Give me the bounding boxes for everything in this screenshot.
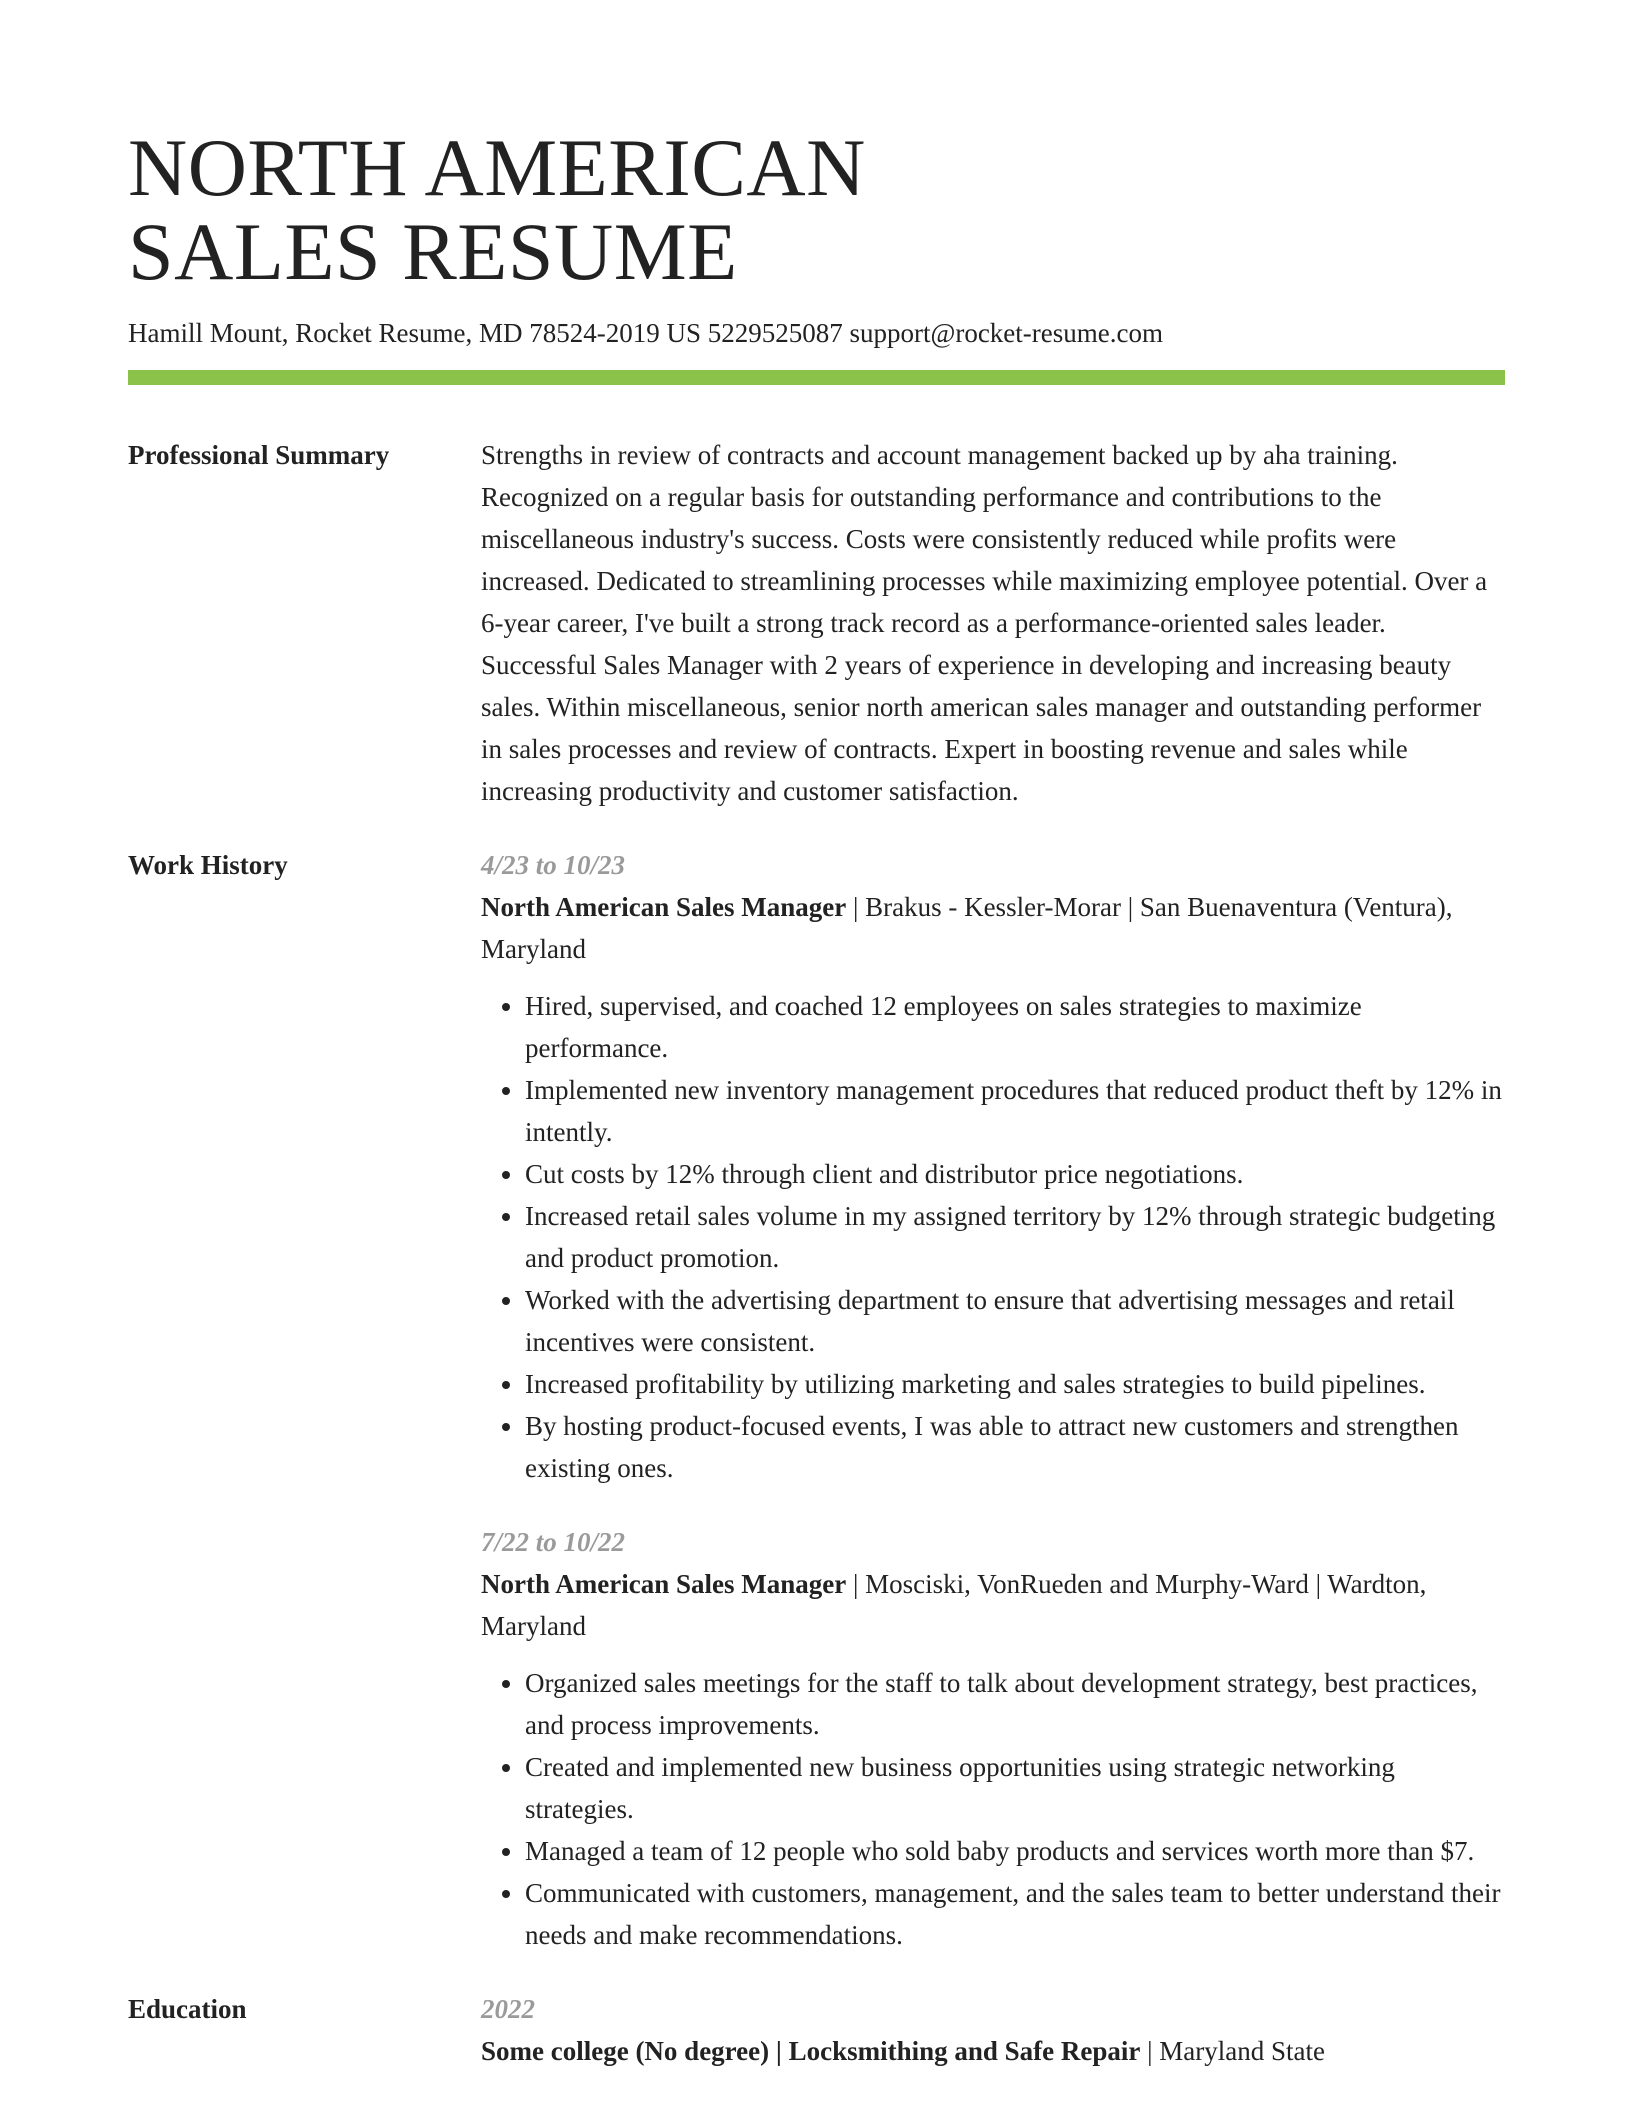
section-label-work: Work History <box>128 850 288 880</box>
resume-title <box>128 122 1505 297</box>
list-item: • Cut costs by 12% through client and distributor price negotiations. <box>525 1153 1505 1195</box>
work-history-body <box>481 844 1505 1956</box>
section-label-summary: Professional Summary <box>128 440 390 470</box>
job-bullets <box>481 985 1505 1489</box>
job-bullets <box>481 1662 1505 1956</box>
list-item: • Created and implemented new business opportunities using strategic networking strategies. <box>525 1746 1505 1830</box>
list-item: • Implemented new inventory management procedures that reduced product theft by 12% in intently. <box>525 1069 1505 1153</box>
list-item: • Managed a team of 12 people who sold baby products and services worth more than $7. <box>525 1830 1505 1872</box>
list-item: • Hired, supervised, and coached 12 employees on sales strategies to maximize performance. <box>525 985 1505 1069</box>
list-item: • Increased retail sales volume in my assigned territory by 12% through strategic budgeting and product promotion. <box>525 1195 1505 1279</box>
list-item: • Increased profitability by utilizing marketing and sales strategies to build pipelines. <box>525 1363 1505 1405</box>
professional-summary-section <box>128 434 1505 812</box>
job-title: North American Sales Manager <box>481 1569 847 1599</box>
job-details: | Mosciski, VonRueden and Murphy-Ward | Wardton, Maryland <box>481 1569 1427 1641</box>
accent-divider <box>128 370 1505 385</box>
job-dates: 7/22 to 10/22 <box>481 1527 626 1557</box>
education-date: 2022 <box>481 1994 535 2024</box>
job-heading <box>481 1563 1505 1647</box>
title-line-2: SALES RESUME <box>128 206 738 297</box>
job-heading <box>481 886 1505 970</box>
list-item: • Communicated with customers, management, and the sales team to better understand their needs and make recommendations. <box>525 1872 1505 1956</box>
job-title: North American Sales Manager <box>481 892 847 922</box>
education-section <box>128 1988 1505 2072</box>
education-heading <box>481 2030 1505 2072</box>
contact-info: Hamill Mount, Rocket Resume, MD 78524-2019 US 5229525087 support@rocket-resume.com <box>128 318 1163 348</box>
education-degree: Some college (No degree) | Locksmithing and Safe Repair <box>481 2036 1141 2066</box>
list-item: • By hosting product-focused events, I was able to attract new customers and strengthen existing ones. <box>525 1405 1505 1489</box>
education-school: | Maryland State <box>1140 2036 1326 2066</box>
list-item: • Organized sales meetings for the staff to talk about development strategy, best practices, and process improvements. <box>525 1662 1505 1746</box>
job-entry <box>481 1521 1505 1956</box>
job-entry <box>481 844 1505 1489</box>
resume-page <box>128 122 1505 2072</box>
title-line-1: NORTH AMERICAN <box>128 122 866 213</box>
job-dates: 4/23 to 10/23 <box>481 850 626 880</box>
work-history-section <box>128 844 1505 1956</box>
summary-text: Strengths in review of contracts and account management backed up by aha training. Recognized on a regular basis for outstanding performance and contributions to the miscellaneous industry's success. Costs were consistently reduced while profits were increased. Dedicated to streamlining processes while maximizing employee potential. Over a 6-year career, I've built a strong track record as a performance-oriented sales leader. Successful Sales Manager with 2 years of experience in developing and increasing beauty sales. Within miscellaneous, senior north american sales manager and outstanding performer in sales processes and review of contracts. Expert in boosting revenue and sales while increasing productivity and customer satisfaction. <box>481 440 1488 806</box>
list-item: • Worked with the advertising department to ensure that advertising messages and retail incentives were consistent. <box>525 1279 1505 1363</box>
section-label-education: Education <box>128 1994 247 2024</box>
job-details: | Brakus - Kessler-Morar | San Buenaventura (Ventura), Maryland <box>481 892 1453 964</box>
education-body <box>481 1988 1505 2072</box>
